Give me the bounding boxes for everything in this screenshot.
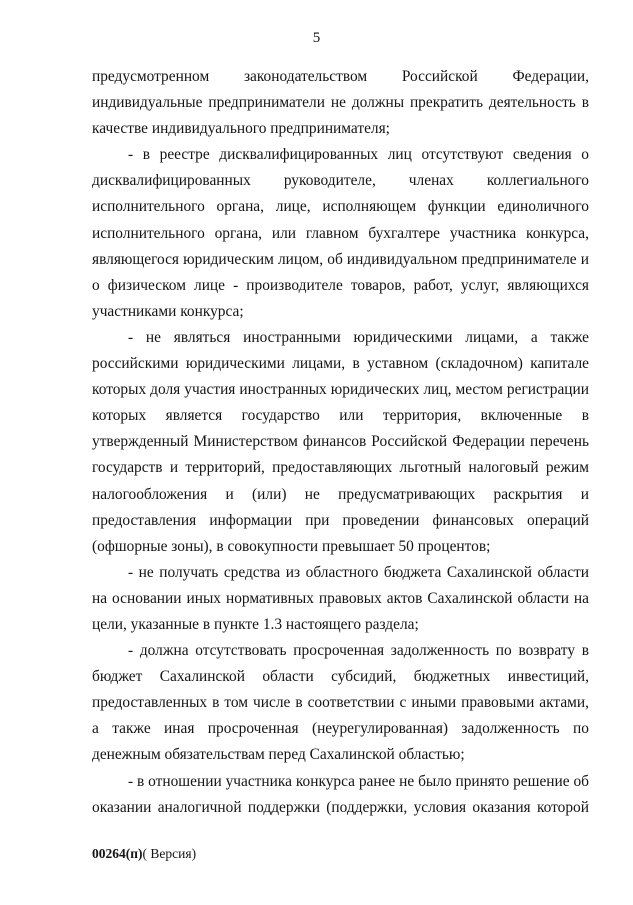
paragraph-continuation: предусмотренном законодательством Российской Федерации, индивидуальные предприниматели не должны прекратить деятельность в качестве индивидуального предпринимателя; xyxy=(92,68,589,138)
paragraph-prior-support: - в отношении участника конкурса ранее не было принято решение об оказании аналогичной поддержки (поддержки, условия оказания которой xyxy=(92,772,589,816)
paragraph-overdue-debt: - должна отсутствовать просроченная задолженность по возврату в бюджет Сахалинской области субсидий, бюджетных инвестиций, предоставленных в том числе в соответствии с иными правовыми актами, а также иная просроченная (неурегулированная) задолженность по денежным обязательствам перед Сахалинской областью; xyxy=(92,642,589,764)
paragraph-disqualified-registry: - в реестре дисквалифицированных лиц отсутствуют сведения о дисквалифицированных руководителе, членах коллегиального исполнительного органа, лице, исполняющем функции единоличного исполнительного органа, или главном бухгалтере участника конкурса, являющегося юридическим лицом, об индивидуальном предпринимателе и о физическом лице - производителе товаров, работ, услуг, являющихся участниками конкурса; xyxy=(92,146,589,320)
page-number: 5 xyxy=(312,30,321,46)
paragraph-foreign-entities: - не являться иностранными юридическими лицами, а также российскими юридическими лицами, в уставном (складочном) капитале которых доля участия иностранных юридических лиц, местом регистрации которых является государство или территория, включенные в утвержденный Министерством финансов Российской Федерации перечень государств и территорий, предоставляющих льготный налоговый режим налогообложения и (или) не предусматривающих раскрытия и предоставления информации при проведении финансовых операций (офшорные зоны), в совокупности превышает 50 процентов; xyxy=(92,328,589,555)
document-version: ( Версия) xyxy=(142,846,197,861)
document-body xyxy=(92,64,589,821)
document-code: 00264(п) xyxy=(92,846,143,861)
paragraph-regional-budget-funds: - не получать средства из областного бюджета Сахалинской области на основании иных нормативных правовых актов Сахалинской области на цели, указанные в пункте 1.3 настоящего раздела; xyxy=(92,563,589,633)
document-footer xyxy=(92,846,196,862)
